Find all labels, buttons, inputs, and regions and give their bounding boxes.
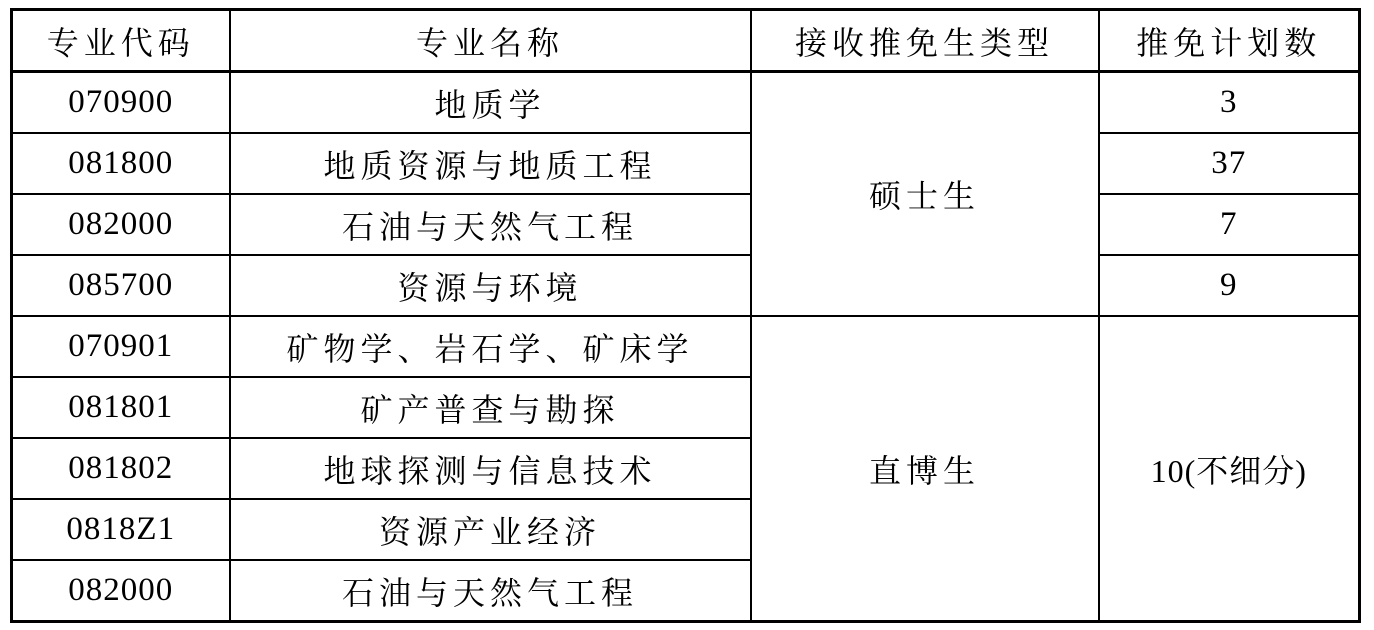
col-header-major-name: 专业名称 (230, 10, 751, 72)
cell-major-code: 082000 (12, 194, 230, 255)
cell-plan-count: 7 (1099, 194, 1360, 255)
cell-major-name: 地质资源与地质工程 (230, 133, 751, 194)
table-row (12, 194, 1360, 255)
cell-major-code: 081801 (12, 377, 230, 438)
col-header-student-type: 接收推免生类型 (751, 10, 1099, 72)
cell-major-name: 石油与天然气工程 (230, 194, 751, 255)
cell-major-code: 081802 (12, 438, 230, 499)
cell-plan-count-merged: 10(不细分) (1099, 316, 1360, 622)
header-row (12, 10, 1360, 72)
cell-plan-count: 9 (1099, 255, 1360, 316)
cell-plan-count: 37 (1099, 133, 1360, 194)
cell-major-code: 082000 (12, 560, 230, 622)
cell-student-type-master: 硕士生 (751, 72, 1099, 317)
cell-major-name: 石油与天然气工程 (230, 560, 751, 622)
table-row (12, 255, 1360, 316)
cell-major-name: 资源与环境 (230, 255, 751, 316)
table-row (12, 133, 1360, 194)
cell-major-name: 矿物学、岩石学、矿床学 (230, 316, 751, 377)
cell-major-code: 070900 (12, 72, 230, 134)
table-row (12, 316, 1360, 377)
col-header-major-code: 专业代码 (12, 10, 230, 72)
cell-major-name: 资源产业经济 (230, 499, 751, 560)
cell-major-code: 0818Z1 (12, 499, 230, 560)
cell-student-type-doctoral: 直博生 (751, 316, 1099, 622)
cell-major-code: 081800 (12, 133, 230, 194)
cell-major-name: 地质学 (230, 72, 751, 134)
cell-major-name: 地球探测与信息技术 (230, 438, 751, 499)
cell-major-code: 070901 (12, 316, 230, 377)
col-header-plan-count: 推免计划数 (1099, 10, 1360, 72)
admission-plan-table (10, 8, 1361, 623)
cell-major-name: 矿产普查与勘探 (230, 377, 751, 438)
table-row (12, 72, 1360, 134)
cell-plan-count: 3 (1099, 72, 1360, 134)
cell-major-code: 085700 (12, 255, 230, 316)
